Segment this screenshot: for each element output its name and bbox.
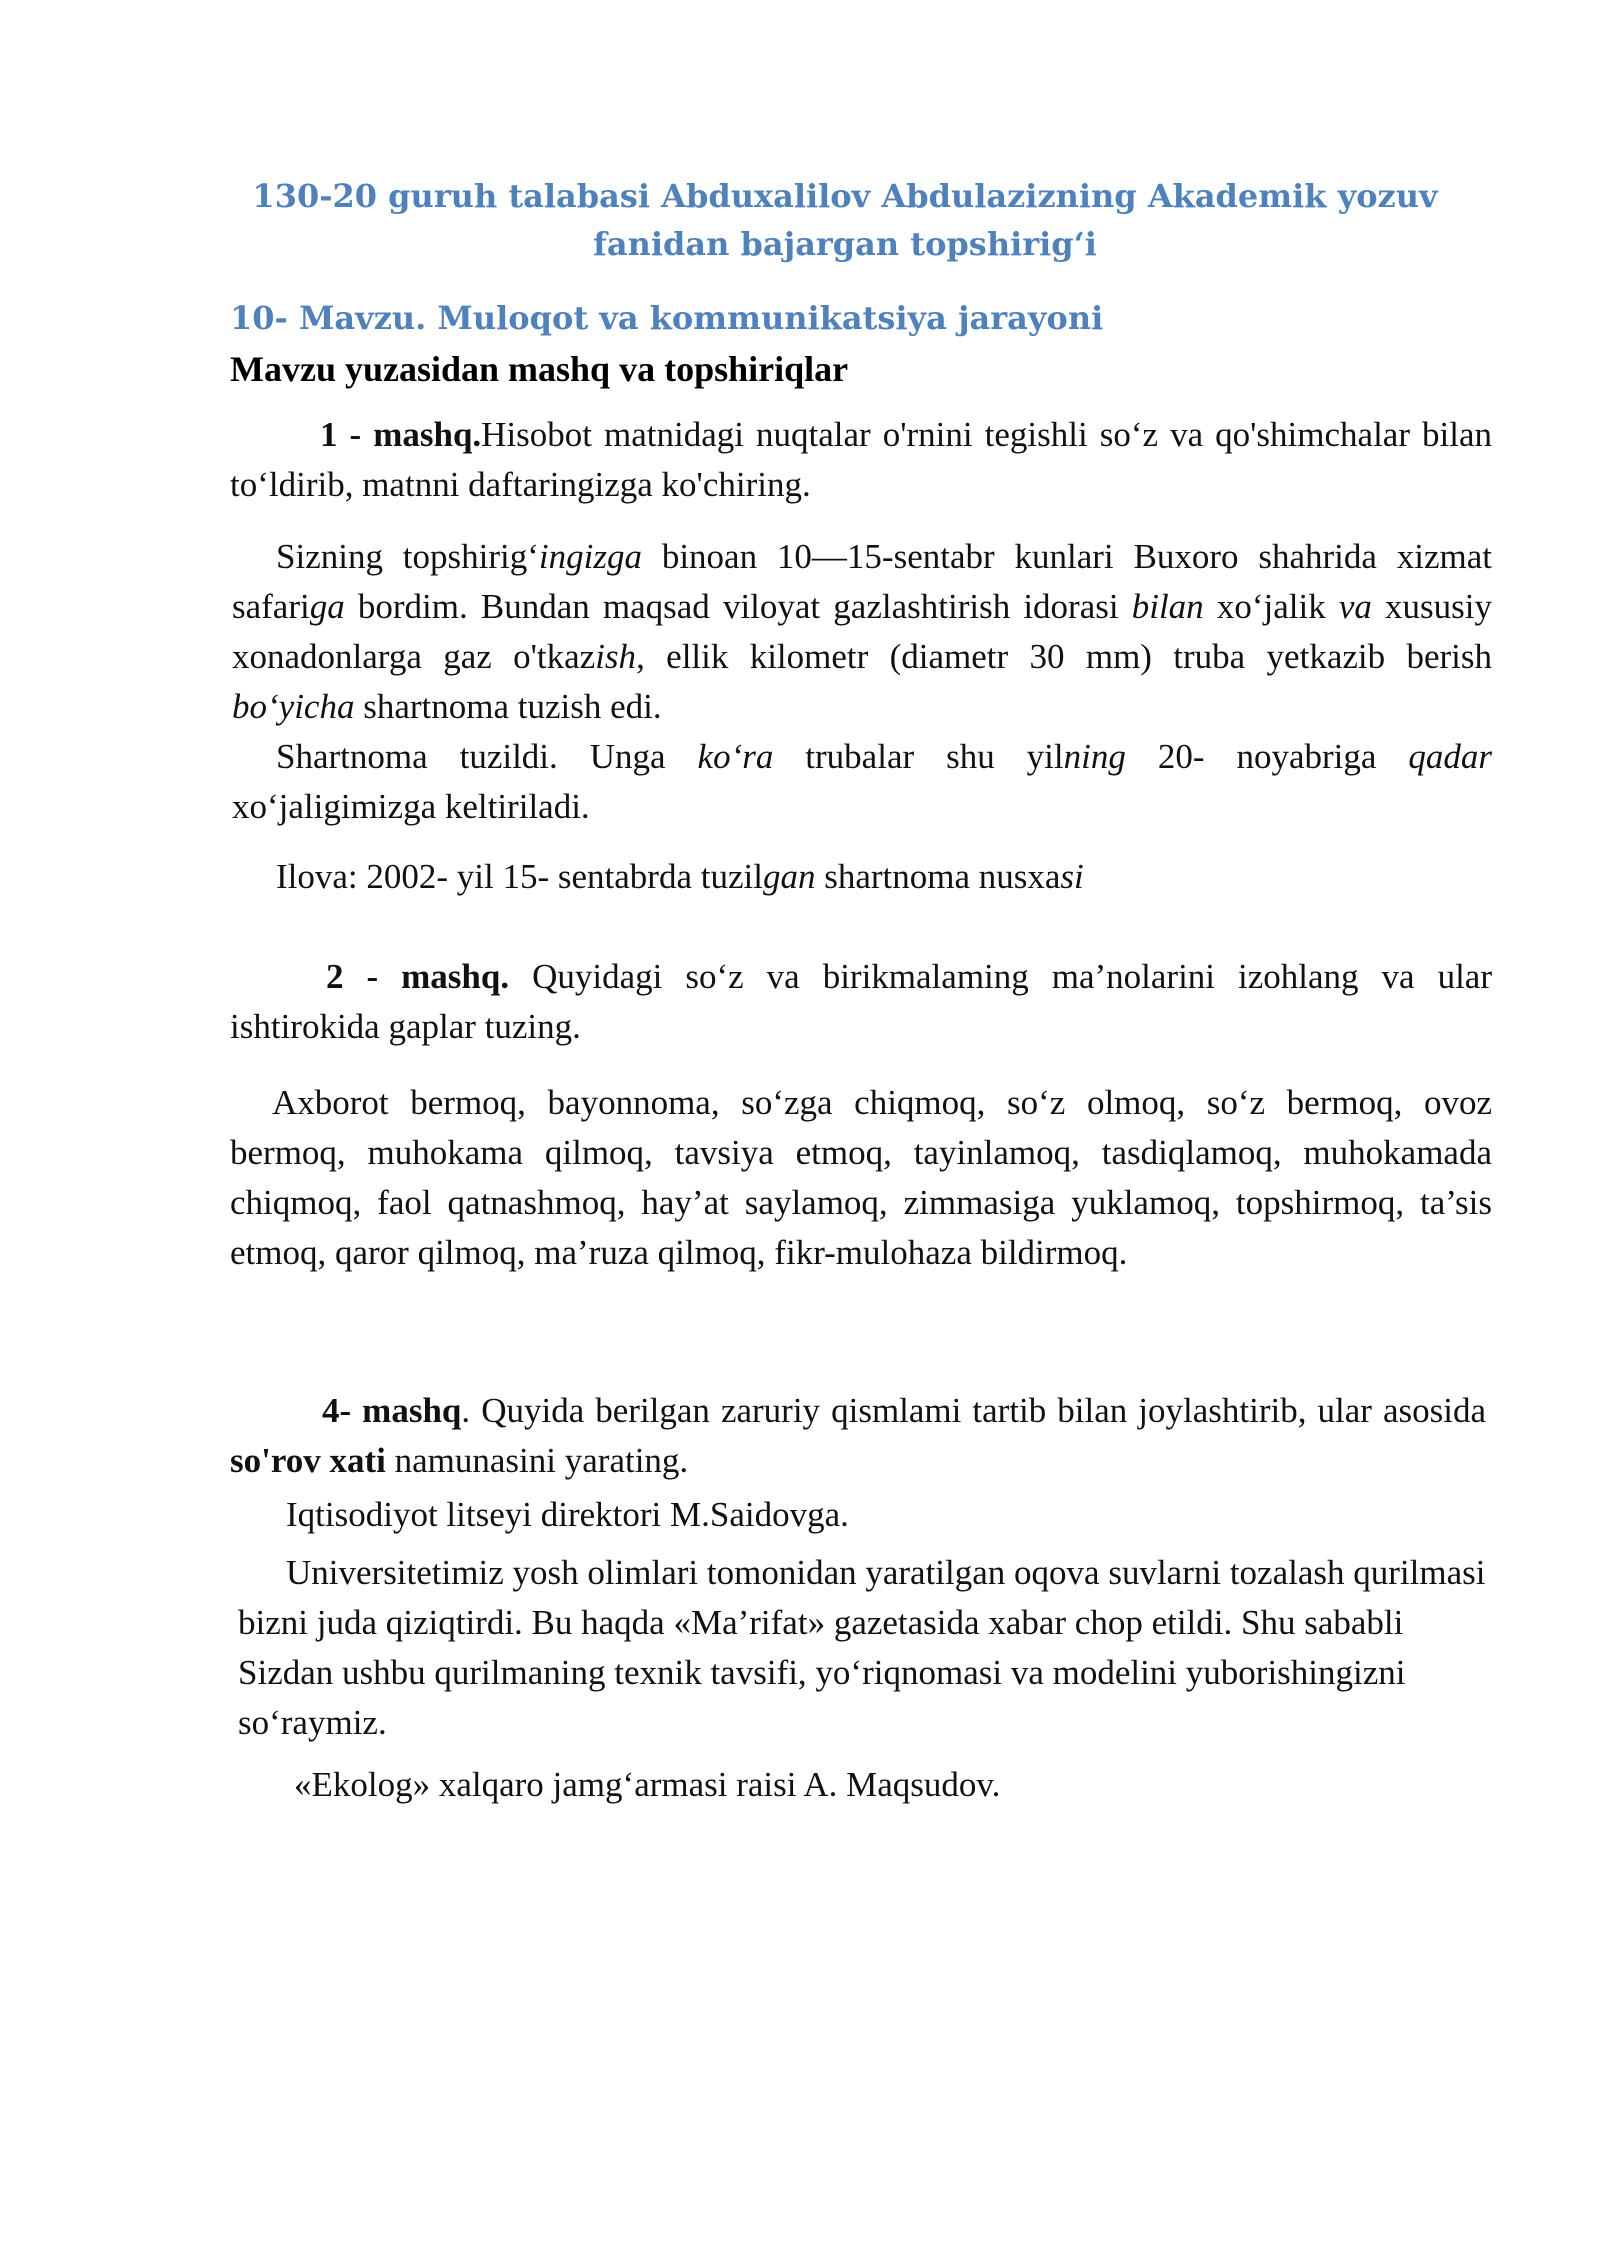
exercise-4-label: 4- mashq xyxy=(322,1391,462,1430)
exercise-2-instruction: 2 - mashq. Quyidagi so‘z va birikmalaming ma’nolarini izohlang va ular ishtirokida gaplar tuzing. xyxy=(230,957,1492,1046)
exercise-1-appendix-line: Ilova: 2002- yil 15- sentabrda tuzilgan shartnoma nusxasi xyxy=(276,857,1084,896)
exercise-2-word-list: Axborot bermoq, bayonnoma, so‘zga chiqmoq, so‘z olmoq, so‘z bermoq, ovoz bermoq, muhokama qilmoq, tavsiya etmoq, tayinlamoq, tasdiqlamoq, muhokamada chiqmoq, faol qatnashmoq, hay’at saylamoq, zimmasiga yuklamoq, topshirmoq, ta’sis etmoq, qaror qilmoq, ma’ruza qilmoq, fikr-mulohaza bildirmoq. xyxy=(230,1083,1492,1272)
exercises-subheading: Mavzu yuzasidan mashq va topshiriqlar xyxy=(230,349,849,389)
document-title: 130-20 guruh talabasi Abduxalilov Abdulazizning Akademik yozuv fanidan bajargan topshirig‘i xyxy=(252,177,1438,263)
topic-heading: 10- Mavzu. Muloqot va kommunikatsiya jarayoni xyxy=(230,299,1104,337)
letter-addressee: Iqtisodiyot litseyi direktori M.Saidovga. xyxy=(286,1495,849,1534)
exercise-1-text-paragraph-2: Shartnoma tuzildi. Unga ko‘ra trubalar shu yilning 20- noyabriga qadar xo‘jaligimizga keltiriladi. xyxy=(232,737,1492,826)
letter-body: Universitetimiz yosh olimlari tomonidan yaratilgan oqova suvlarni tozalash qurilmasi bizni juda qiziqtirdi. Bu haqda «Ma’rifat» gazetasida xabar chop etildi. Shu sababli Sizdan ushbu qurilmaning texnik tavsifi, yo‘riqnomasi va modelini yuborishingizni so‘raymiz. xyxy=(238,1553,1486,1742)
letter-signature: «Ekolog» xalqaro jamg‘armasi raisi A. Maqsudov. xyxy=(294,1765,1001,1804)
exercise-1-text-paragraph-1: Sizning topshirig‘ingizga binoan 10—15-sentabr kunlari Buxoro shahrida xizmat safariga bordim. Bundan maqsad viloyat gazlashtirish idorasi bilan xo‘jalik va xususiy xonadonlarga gaz o'tkazish, ellik kilometr (diametr 30 mm) truba yetkazib berish bo‘yicha shartnoma tuzish edi. xyxy=(232,537,1492,726)
exercise-2-label: 2 - mashq. xyxy=(326,957,510,996)
exercise-1-label: 1 - mashq. xyxy=(320,415,482,454)
exercise-4-instruction: 4- mashq. Quyida berilgan zaruriy qismlami tartib bilan joylashtirib, ular asosida so'rov xati namunasini yarating. xyxy=(230,1391,1486,1480)
exercise-1-instruction: 1 - mashq.Hisobot matnidagi nuqtalar o'rnini tegishli so‘z va qo'shimchalar bilan to‘ldirib, matnni daftaringizga ko'chiring. xyxy=(230,415,1492,504)
